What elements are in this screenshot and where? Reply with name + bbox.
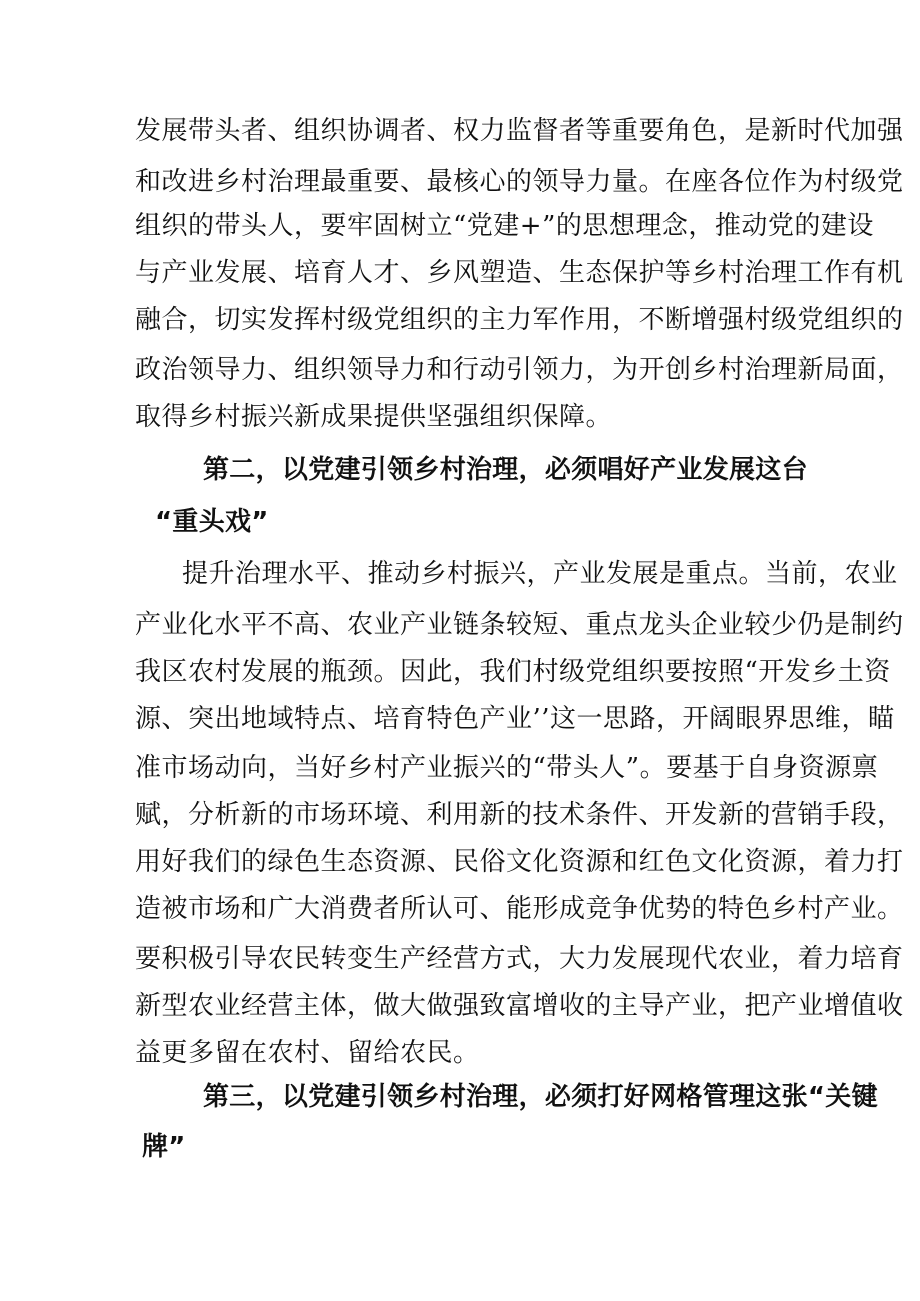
paragraph-1-line-3: 组织的带头人，要牢固树立“党建+”的思想理念，推动党的建设 <box>135 211 874 241</box>
paragraph-2-line-10: 新型农业经营主体，做大做强致富增收的主导产业，把产业增值收 <box>135 991 904 1021</box>
paragraph-2-line-5: 准市场动向，当好乡村产业振兴的“带头人”。要基于自身资源禀 <box>135 753 879 783</box>
paragraph-1-line-5: 融合，切实发挥村级党组织的主力军作用，不断增强村级党组织的 <box>135 305 904 335</box>
paragraph-2-line-7: 用好我们的绿色生态资源、民俗文化资源和红色文化资源，着力打 <box>135 847 904 877</box>
section-2-heading-line-2: “重头戏” <box>155 507 269 537</box>
paragraph-2-line-3: 我区农村发展的瓶颈。因此，我们村级党组织要按照“开发乡土资 <box>135 657 891 687</box>
paragraph-1-line-7: 取得乡村振兴新成果提供坚强组织保障。 <box>135 402 613 432</box>
paragraph-2-line-8: 造被市场和广大消费者所认可、能形成竞争优势的特色乡村产业。 <box>135 894 904 924</box>
paragraph-2-line-1: 提升治理水平、推动乡村振兴，产业发展是重点。当前，农业 <box>182 559 898 589</box>
section-2-heading-line-1: 第二，以党建引领乡村治理，必须唱好产业发展这台 <box>203 455 808 485</box>
section-3-heading-line-1: 第三，以党建引领乡村治理，必须打好网格管理这张“关键 <box>203 1082 878 1112</box>
paragraph-2-line-9: 要积极引导农民转变生产经营方式，大力发展现代农业，着力培育 <box>135 944 904 974</box>
paragraph-1-line-4: 与产业发展、培育人才、乡风塑造、生态保护等乡村治理工作有机 <box>135 258 904 288</box>
section-3-heading-line-2: 牌” <box>142 1132 186 1162</box>
paragraph-2-line-11: 益更多留在农村、留给农民。 <box>135 1038 480 1068</box>
paragraph-2-line-6: 赋，分析新的市场环境、利用新的技术条件、开发新的营销手段， <box>135 800 904 830</box>
paragraph-2-line-2: 产业化水平不高、农业产业链条较短、重点龙头企业较少仍是制约 <box>135 610 904 640</box>
paragraph-1-line-6: 政治领导力、组织领导力和行动引领力，为开创乡村治理新局面， <box>135 355 904 385</box>
paragraph-1-line-2: 和改进乡村治理最重要、最核心的领导力量。在座各位作为村级党 <box>135 167 904 197</box>
paragraph-1-line-1: 发展带头者、组织协调者、权力监督者等重要角色，是新时代加强 <box>135 116 904 146</box>
paragraph-2-line-4: 源、突出地域特点、培育特色产业’’这一思路，开阔眼界思维，瞄 <box>135 704 895 734</box>
